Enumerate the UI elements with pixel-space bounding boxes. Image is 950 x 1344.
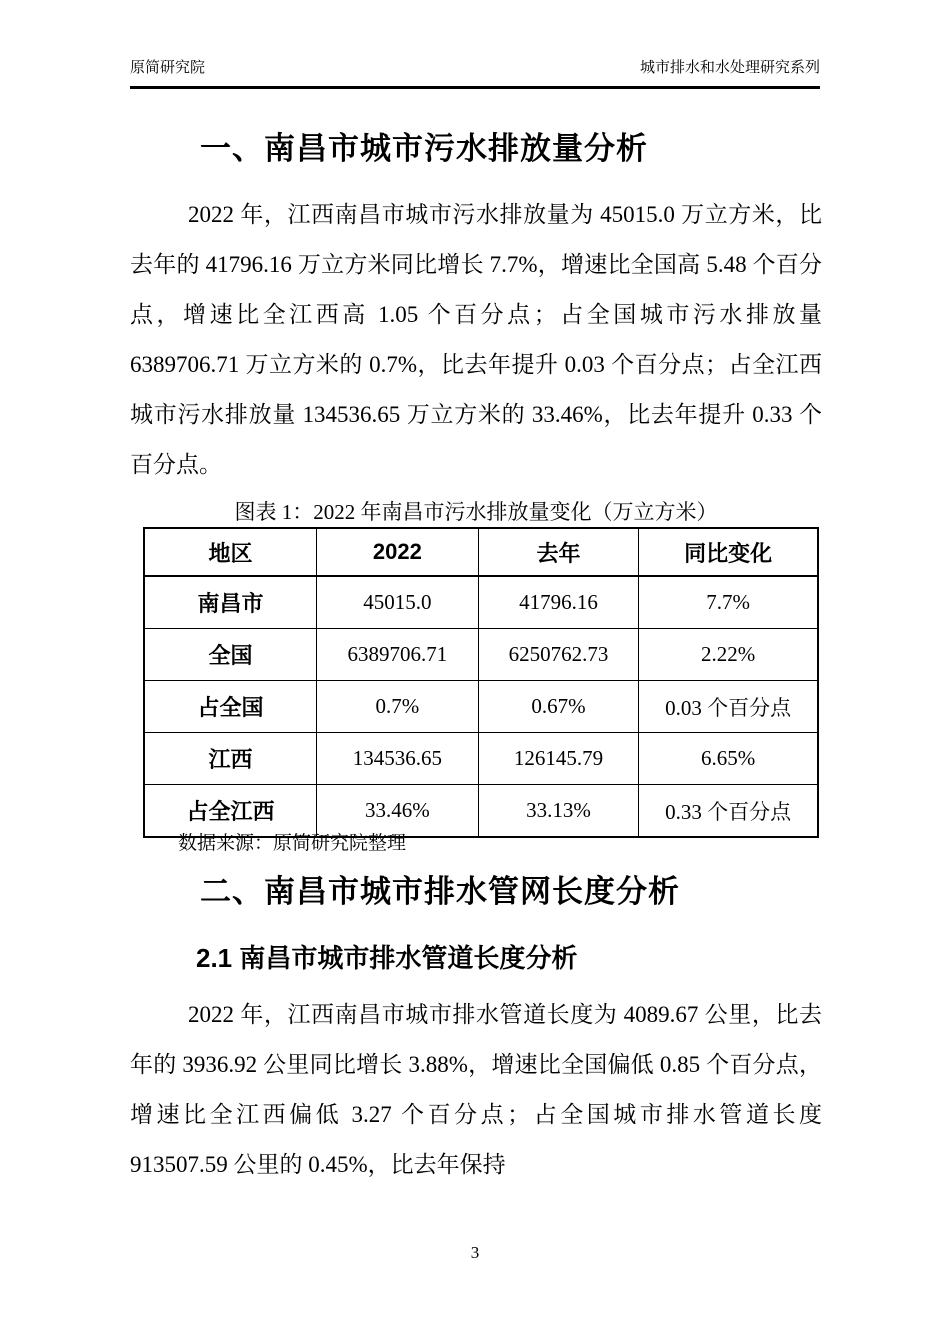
table-source-note: 数据来源：原简研究院整理 — [178, 833, 407, 854]
table-header-yoy: 同比变化 — [639, 528, 818, 576]
table-cell: 41796.16 — [478, 576, 638, 629]
table-cell: 45015.0 — [317, 576, 479, 629]
section1-paragraph: 2022 年，江西南昌市城市污水排放量为 45015.0 万立方米，比去年的 41796.16 万立方米同比增长 7.7%，增速比全国高 5.48 个百分点，增速比全江西高 1.05 个百分点；占全国城市污水排放量 6389706.71 万立方米的 0.7%，比去年提升 0.03 个百分点；占全江西城市污水排放量 134536.65 万立方米的 33.46%，比去年提升 0.33 个百分点。 — [130, 202, 822, 477]
table-row — [144, 629, 818, 681]
table-cell: 0.33 个百分点 — [639, 785, 818, 838]
section1-title: 一、南昌市城市污水排放量分析 — [200, 131, 648, 166]
table-row — [144, 681, 818, 733]
table-cell-label: 南昌市 — [144, 576, 317, 629]
table-cell: 134536.65 — [317, 733, 479, 785]
table-cell-label: 江西 — [144, 733, 317, 785]
table-cell-label: 占全国 — [144, 681, 317, 733]
table-cell: 6.65% — [639, 733, 818, 785]
page-number: 3 — [470, 1243, 480, 1262]
table-cell: 6250762.73 — [478, 629, 638, 681]
section2-subtitle: 2.1 南昌市城市排水管道长度分析 — [196, 943, 578, 973]
table-cell: 126145.79 — [478, 733, 638, 785]
table-row — [144, 733, 818, 785]
table-header-2022: 2022 — [317, 528, 479, 576]
table-cell: 7.7% — [639, 576, 818, 629]
table-cell: 0.7% — [317, 681, 479, 733]
section2-title: 二、南昌市城市排水管网长度分析 — [200, 874, 680, 909]
table-cell: 33.13% — [478, 785, 638, 838]
table-cell: 6389706.71 — [317, 629, 479, 681]
header-left-text: 原简研究院 — [130, 59, 206, 76]
header-right-text: 城市排水和水处理研究系列 — [639, 59, 820, 76]
table-cell: 33.46% — [317, 785, 479, 838]
table-header-lastyear: 去年 — [478, 528, 638, 576]
running-header — [130, 58, 820, 89]
table-cell-label: 全国 — [144, 629, 317, 681]
section2-paragraph: 2022 年，江西南昌市城市排水管道长度为 4089.67 公里，比去年的 3936.92 公里同比增长 3.88%，增速比全国偏低 0.85 个百分点，增速比全江西偏低 3.27 个百分点；占全国城市排水管道长度 913507.59 公里的 0.45%，比去年保持 — [130, 1002, 822, 1177]
table-cell-label: 占全江西 — [144, 785, 317, 838]
data-table — [143, 527, 819, 838]
table-cell: 0.03 个百分点 — [639, 681, 818, 733]
table-header-row — [144, 528, 818, 576]
table-cell: 2.22% — [639, 629, 818, 681]
table-caption: 图表 1：2022 年南昌市污水排放量变化（万立方米） — [234, 500, 718, 524]
table-header-region: 地区 — [144, 528, 317, 576]
table-row — [144, 576, 818, 629]
table-cell: 0.67% — [478, 681, 638, 733]
table-row — [144, 785, 818, 838]
